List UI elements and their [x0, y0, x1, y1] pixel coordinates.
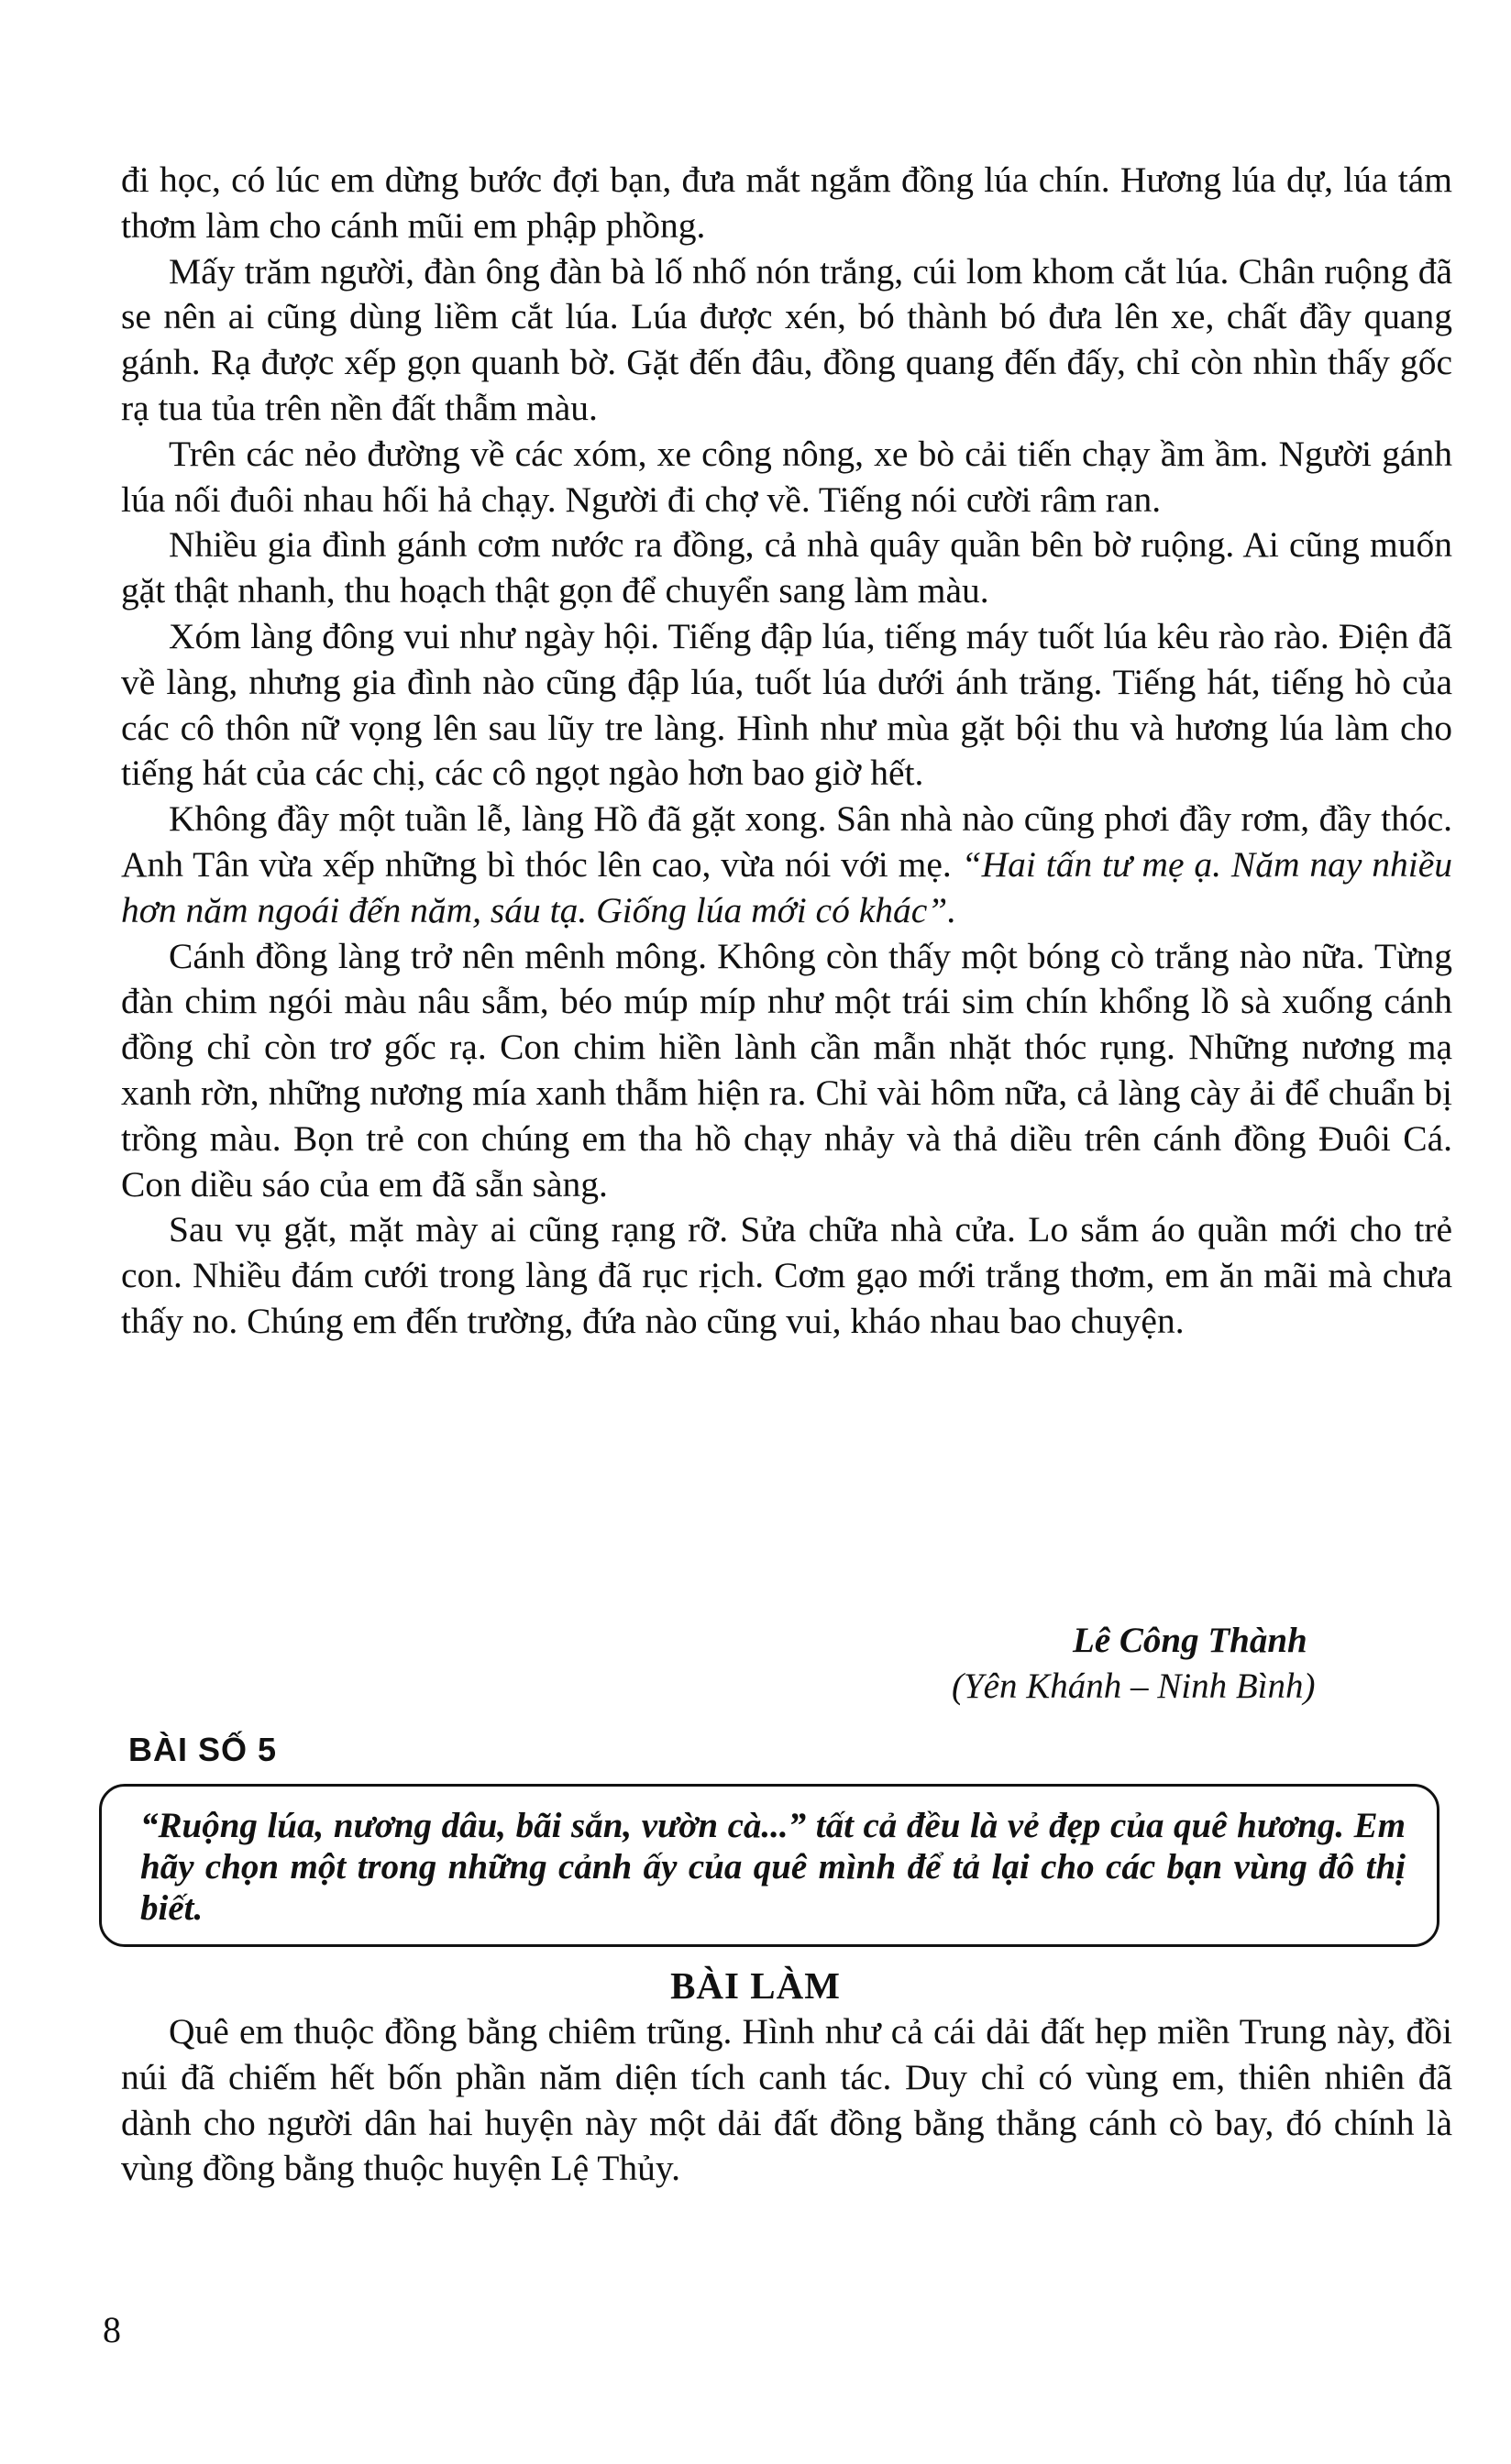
story-paragraph-8: Sau vụ gặt, mặt mày ai cũng rạng rỡ. Sửa chữa nhà cửa. Lo sắm áo quần mới cho trẻ con. Nhiều đám cưới trong làng đã rục rịch. Cơm gạo mới trắng thơm, em ăn mãi mà chưa thấy no. Chúng em đến trường, đứa nào cũng vui, kháo nhau bao chuyện. [121, 1209, 1452, 1341]
answer-title: BÀI LÀM [670, 1964, 841, 2007]
author-place: (Yên Khánh – Ninh Bình) [952, 1666, 1316, 1706]
author-name: Lê Công Thành [1073, 1621, 1307, 1660]
story-quote: “Hai tấn tư mẹ ạ. Năm nay nhiều hơn năm ngoái đến năm, sáu tạ. Giống lúa mới có khác”. [121, 843, 1452, 930]
story-paragraph-4: Nhiều gia đình gánh cơm nước ra đồng, cả nhà quây quần bên bờ ruộng. Ai cũng muốn gặt thật nhanh, thu hoạch thật gọn để chuyển sang làm màu. [121, 524, 1452, 611]
answer-text [121, 2009, 1452, 2192]
story-paragraph-1: đi học, có lúc em dừng bước đợi bạn, đưa mắt ngắm đồng lúa chín. Hương lúa dự, lúa tám thơm làm cho cánh mũi em phập phồng. [121, 160, 1452, 246]
exercise-prompt-box [99, 1784, 1439, 1947]
story-paragraph-7: Cánh đồng làng trở nên mênh mông. Không còn thấy một bóng cò trắng nào nữa. Từng đàn chim ngói màu nâu sẫm, béo múp míp như một trái sim chín khổng lồ sà xuống cánh đồng chỉ còn trơ gốc rạ. Con chim hiền lành cần mẫn nhặt thóc rụng. Những nương mạ xanh rờn, những nương mía xanh thẫm hiện ra. Chỉ vài hôm nữa, cả làng cày ải để chuẩn bị trồng màu. Bọn trẻ con chúng em tha hồ chạy nhảy và thả diều trên cánh đồng Đuôi Cá. Con diều sáo của em đã sẵn sàng. [121, 935, 1452, 1204]
page-number: 8 [103, 2309, 121, 2350]
exercise-prompt: “Ruộng lúa, nương dâu, bãi sắn, vườn cà...” tất cả đều là vẻ đẹp của quê hương. Em hãy chọn một trong những cảnh ấy của quê mình để tả lại cho các bạn vùng đô thị biết. [140, 1806, 1406, 1928]
story-text [121, 158, 1452, 1345]
story-paragraph-6 [121, 797, 1452, 933]
story-paragraph-3: Trên các nẻo đường về các xóm, xe công nông, xe bò cải tiến chạy ầm ầm. Người gánh lúa nối đuôi nhau hối hả chạy. Người đi chợ về. Tiếng nói cười râm ran. [121, 433, 1452, 520]
story-paragraph-6-text: Không đầy một tuần lễ, làng Hồ đã gặt xong. Sân nhà nào cũng phơi đầy rơm, đầy thóc. Anh Tân vừa xếp những bì thóc lên cao, vừa nói với mẹ. [121, 798, 1452, 885]
exercise-heading: BÀI SỐ 5 [128, 1731, 278, 1768]
answer-paragraph: Quê em thuộc đồng bằng chiêm trũng. Hình như cả cái dải đất hẹp miền Trung này, đồi núi đã chiếm hết bốn phần năm diện tích canh tác. Duy chỉ có vùng em, thiên nhiên đã dành cho người dân hai huyện này một dải đất đồng bằng thẳng cánh cò bay, đó chính là vùng đồng bằng thuộc huyện Lệ Thủy. [121, 2011, 1452, 2189]
story-paragraph-5: Xóm làng đông vui như ngày hội. Tiếng đập lúa, tiếng máy tuốt lúa kêu rào rào. Điện đã về làng, nhưng gia đình nào cũng đập lúa, tuốt lúa dưới ánh trăng. Tiếng hát, tiếng hò của các cô thôn nữ vọng lên sau lũy tre làng. Hình như mùa gặt bội thu và hương lúa làm cho tiếng hát của các chị, các cô ngọt ngào hơn bao giờ hết. [121, 615, 1452, 794]
story-paragraph-2: Mấy trăm người, đàn ông đàn bà lố nhố nón trắng, cúi lom khom cắt lúa. Chân ruộng đã se nên ai cũng dùng liềm cắt lúa. Lúa được xén, bó thành bó đưa lên xe, chất đầy quang gánh. Rạ được xếp gọn quanh bờ. Gặt đến đâu, đồng quang đến đấy, chỉ còn nhìn thấy gốc rạ tua tủa trên nền đất thẫm màu. [121, 250, 1452, 428]
